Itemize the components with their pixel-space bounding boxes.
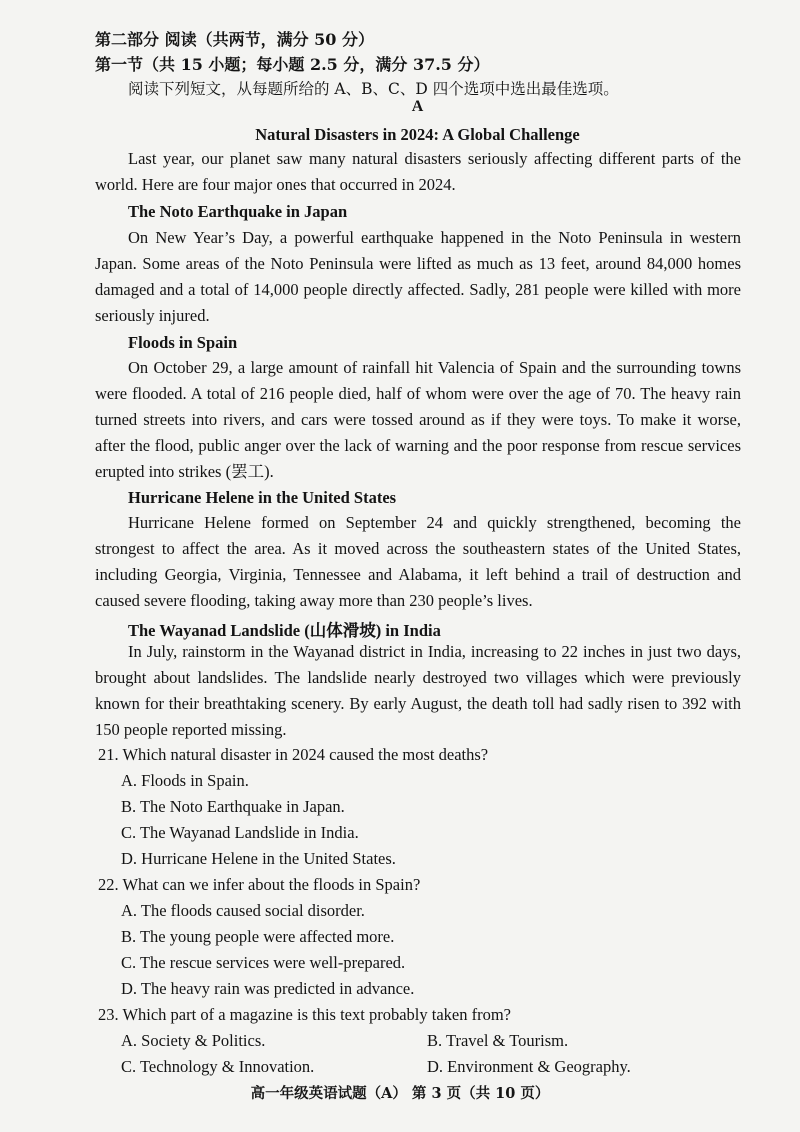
- question-21-option-a[interactable]: A. Floods in Spain.: [121, 771, 249, 790]
- section-heading-usa: Hurricane Helene in the United States: [128, 488, 397, 507]
- section-heading: 第一节（共 15 小题；每小题 2.5 分，满分 37.5 分）: [95, 55, 490, 74]
- paragraph-spain: On October 29, a large amount of rainfall hit Valencia of Spain and the surrounding towns were flooded. A total of 216 people died, half of whom were over the age of 70. The heavy rain turned streets into rivers, and cars were tossed around as if they were toys. To make it worse, after the flood, public anger over the lack of warning and the poor response from rescue services erupted into strikes (罢工).: [95, 358, 741, 481]
- section-heading-spain: Floods in Spain: [128, 333, 238, 352]
- question-22-option-d[interactable]: D. The heavy rain was predicted in advance.: [121, 979, 415, 998]
- instruction: 阅读下列短文，从每题所给的 A、B、C、D 四个选项中选出最佳选项。: [128, 80, 619, 98]
- passage-title: Natural Disasters in 2024: A Global Challenge: [255, 125, 580, 144]
- part-heading: 第二部分 阅读（共两节，满分 50 分）: [95, 30, 374, 49]
- intro-paragraph: Last year, our planet saw many natural disasters seriously affecting different parts of the world. Here are four major ones that occurred in 2024.: [95, 149, 741, 194]
- question-22-option-b[interactable]: B. The young people were affected more.: [121, 927, 395, 946]
- question-23: 23. Which part of a magazine is this text probably taken from?: [98, 1005, 511, 1024]
- section-heading-japan: The Noto Earthquake in Japan: [128, 202, 348, 221]
- paragraph-japan: On New Year’s Day, a powerful earthquake happened in the Noto Peninsula in western Japan. Some areas of the Noto Peninsula were lifted as much as 13 feet, around 84,000 homes damaged and a total of 14,000 people directly affected. Sadly, 281 people were killed with more seriously injured.: [95, 228, 741, 325]
- page-footer: 高一年级英语试题（A） 第 3 页（共 10 页）: [250, 1085, 550, 1102]
- question-21-option-b[interactable]: B. The Noto Earthquake in Japan.: [121, 797, 345, 816]
- question-22-option-a[interactable]: A. The floods caused social disorder.: [121, 901, 365, 920]
- question-23-option-d[interactable]: D. Environment & Geography.: [427, 1057, 631, 1076]
- question-21-option-d[interactable]: D. Hurricane Helene in the United States.: [121, 849, 396, 868]
- passage-letter: A: [411, 98, 424, 115]
- question-23-option-b[interactable]: B. Travel & Tourism.: [427, 1031, 569, 1050]
- question-22: 22. What can we infer about the floods in Spain?: [98, 875, 421, 894]
- question-22-option-c[interactable]: C. The rescue services were well-prepared.: [121, 953, 406, 972]
- section-heading-india: The Wayanad Landslide (山体滑坡) in India: [128, 621, 441, 640]
- paragraph-usa: Hurricane Helene formed on September 24 and quickly strengthened, becoming the strongest to affect the area. As it moved across the southeastern states of the United States, including Georgia, Virginia, Tennessee and Alabama, it left behind a trail of destruction and caused severe flooding, taking away more than 230 people’s lives.: [95, 513, 741, 610]
- paragraph-india: In July, rainstorm in the Wayanad district in India, increasing to 22 inches in just two days, brought about landslides. The landslide nearly destroyed two villages which were previously known for their breathtaking scenery. By early August, the death toll had sadly risen to 392 with 150 people reported missing.: [95, 642, 741, 739]
- question-23-option-a[interactable]: A. Society & Politics.: [121, 1031, 266, 1050]
- question-21: 21. Which natural disaster in 2024 caused the most deaths?: [98, 745, 489, 764]
- question-21-option-c[interactable]: C. The Wayanad Landslide in India.: [121, 823, 359, 842]
- question-23-option-c[interactable]: C. Technology & Innovation.: [121, 1057, 315, 1076]
